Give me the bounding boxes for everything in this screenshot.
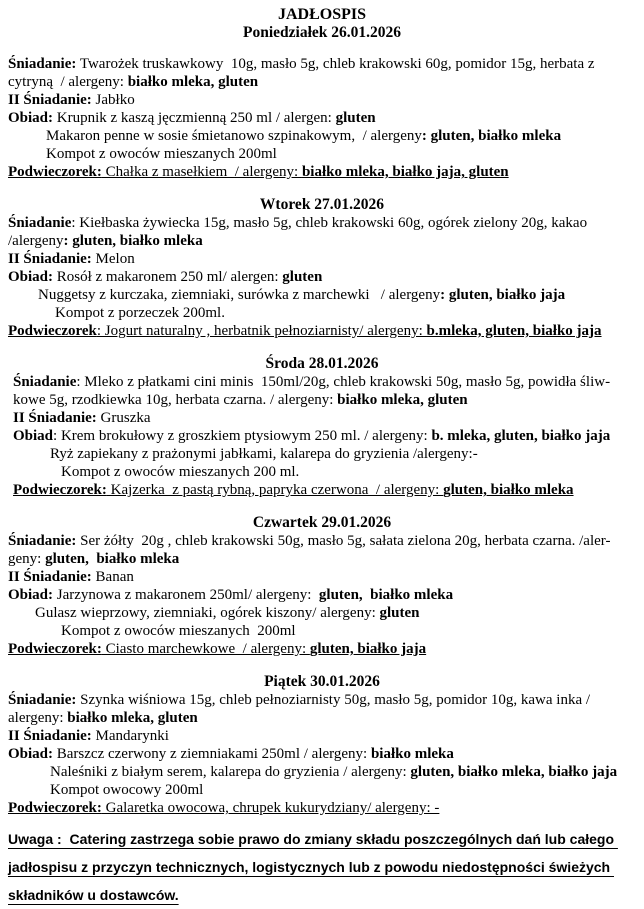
text-run-bold: białko mleka, białko jaja, gluten (301, 164, 509, 180)
text-run: cytryną / alergeny: (8, 74, 128, 90)
text-run: kowe 5g, rzodkiewka 10g, herbata czarna. / alergeny: (13, 392, 338, 408)
text-run: Krupnik z kaszą jęczmienną 250 ml / alergen: (53, 110, 336, 126)
text-run-bold: Podwieczorek: (8, 800, 102, 816)
menu-line-obiad-2 (8, 445, 636, 463)
menu-line-podwieczorek (8, 481, 636, 499)
text-run-bold: Obiad: (8, 269, 54, 285)
text-run-bold: Podwieczorek (8, 323, 97, 339)
notice-line: składników u dostawców. (8, 887, 179, 903)
text-run: Banan (91, 569, 134, 585)
menu-line-obiad-2 (8, 127, 636, 145)
menu-line-podwieczorek (8, 163, 636, 181)
text-run: Melon (91, 251, 135, 267)
menu-line-sniadanie-1 (8, 55, 636, 73)
menu-line-obiad-2 (8, 286, 636, 304)
menu-line-sniadanie-2 (8, 550, 636, 568)
text-run-bold: gluten (335, 110, 376, 126)
menu-line-obiad-1 (8, 745, 636, 763)
text-run-bold: Obiad: (8, 587, 54, 603)
text-run-bold: Obiad: (8, 110, 54, 126)
menu-line-sniadanie-2 (8, 709, 636, 727)
text-run: Kompot z owoców mieszanych 200ml (61, 623, 296, 639)
text-run-bold: Podwieczorek: (8, 164, 102, 180)
text-run-bold: gluten, białko jaja (309, 641, 427, 657)
day-header-wtorek: Wtorek 27.01.2026 (259, 196, 385, 213)
menu-line-sniadanie-2 (8, 73, 636, 91)
menu-line-sniadanie-1 (8, 373, 636, 391)
text-run-bold: gluten (379, 605, 420, 621)
text-run: Kompot z porzeczek 200ml. (55, 305, 225, 321)
text-run: : Mleko z płatkami cini minis 150ml/20g, chleb krakowski 50g, masło 5g, powidła śliw- (76, 374, 611, 390)
menu-line-sniadanie-1 (8, 214, 636, 232)
day-header-piatek: Piątek 30.01.2026 (264, 673, 380, 690)
text-run-bold: gluten, białko mleka (443, 482, 574, 498)
day-section-sroda (8, 355, 636, 499)
day-section-poniedzialek (8, 24, 636, 181)
text-run-bold: b. mleka, gluten, białko jaja (431, 428, 611, 444)
menu-line-sniadanie-2 (8, 391, 636, 409)
menu-line-obiad-1 (8, 109, 636, 127)
menu-line-obiad-1 (8, 586, 636, 604)
menu-line-obiad-2 (8, 604, 636, 622)
text-run: /alergeny (8, 233, 64, 249)
text-run: Rosół z makaronem 250 ml/ alergen: (53, 269, 283, 285)
text-run-bold: Podwieczorek: (8, 641, 102, 657)
text-run-bold: Podwieczorek: (13, 482, 107, 498)
text-run: Nuggetsy z kurczaka, ziemniaki, surówka z marchewki / alergeny (38, 287, 441, 303)
menu-line-podwieczorek (8, 640, 636, 658)
menu-line-obiad-1 (8, 268, 636, 286)
text-run: Ciasto marchewkowe / alergeny: (101, 641, 310, 657)
menu-line-obiad-2 (8, 763, 636, 781)
text-run: Jarzynowa z makaronem 250ml/ alergeny: (53, 587, 319, 603)
menu-line-obiad-3 (8, 304, 636, 322)
menu-line-sniadanie-2 (8, 232, 636, 250)
text-run-bold: białko mleka, gluten (127, 74, 259, 90)
menu-line-sniadanie-1 (8, 532, 636, 550)
menu-line-ii-sniadanie (8, 91, 636, 109)
text-run-bold: II Śniadanie: (8, 728, 92, 744)
text-run-bold: : gluten, białko jaja (440, 287, 566, 303)
text-run-bold: II Śniadanie: (8, 251, 92, 267)
text-run-bold: II Śniadanie: (8, 92, 92, 108)
text-run: Jabłko (91, 92, 135, 108)
text-run-bold: gluten, białko mleka (318, 587, 454, 603)
day-header-czwartek: Czwartek 29.01.2026 (252, 514, 392, 531)
text-run: Galaretka owocowa, chrupek kukurydziany/ alergeny: - (101, 800, 440, 816)
text-run: Szynka wiśniowa 15g, chleb pełnoziarnisty 50g, masło 5g, pomidor 10g, kawa inka / (76, 692, 591, 708)
text-run: Kajzerka z pastą rybną, papryka czerwona / alergeny: (106, 482, 444, 498)
menu-line-obiad-1 (8, 427, 636, 445)
text-run: : Jogurt naturalny , herbatnik pełnoziarnisty/ alergeny: (96, 323, 427, 339)
menu-line-obiad-3 (8, 622, 636, 640)
text-run: Mandarynki (91, 728, 169, 744)
menu-line-obiad-3 (8, 781, 636, 799)
menu-line-ii-sniadanie (8, 568, 636, 586)
text-run: Naleśniki z białym serem, kalarepa do gryzienia / alergeny: (50, 764, 411, 780)
text-run-bold: II Śniadanie: (8, 569, 92, 585)
day-section-czwartek (8, 514, 636, 658)
menu-line-podwieczorek (8, 322, 636, 340)
menu-line-obiad-3 (8, 463, 636, 481)
text-run: Gruszka (96, 410, 151, 426)
text-run-bold: Śniadanie: (8, 692, 77, 708)
text-run-bold: Śniadanie (13, 374, 77, 390)
day-section-piatek (8, 673, 636, 817)
page-title: JADŁOSPIS (277, 6, 367, 23)
text-run-bold: Śniadanie: (8, 56, 77, 72)
menu-line-sniadanie-1 (8, 691, 636, 709)
text-run-bold: : gluten, białko mleka (63, 233, 203, 249)
text-run-bold: Obiad: (8, 746, 54, 762)
text-run: Twarożek truskawkowy 10g, masło 5g, chleb krakowski 60g, pomidor 15g, herbata z (76, 56, 595, 72)
menu-line-ii-sniadanie (8, 409, 636, 427)
text-run: : Krem brokułowy z groszkiem ptysiowym 250 ml. / alergeny: (53, 428, 432, 444)
text-run: Ryż zapiekany z prażonymi jabłkami, kalarepa do gryzienia /alergeny:- (50, 446, 478, 462)
text-run-bold: Obiad (13, 428, 54, 444)
text-run: Kompot z owoców mieszanych 200ml (46, 146, 277, 162)
text-run: : Kiełbaska żywiecka 15g, masło 5g, chleb krakowski 60g, ogórek zielony 20g, kakao (71, 215, 588, 231)
day-section-wtorek (8, 196, 636, 340)
text-run-bold: Śniadanie (8, 215, 72, 231)
text-run: Kompot z owoców mieszanych 200 ml. (61, 464, 300, 480)
menu-line-ii-sniadanie (8, 250, 636, 268)
text-run-bold: białko mleka, gluten (337, 392, 468, 408)
text-run-bold: : gluten, białko mleka (421, 128, 562, 144)
day-sections-container (8, 24, 636, 817)
notice-line: Uwaga : Catering zastrzega sobie prawo do zmiany składu poszczególnych dań lub całego (8, 831, 618, 847)
text-run: Kompot owocowy 200ml (50, 782, 204, 798)
notice-line: jadłospisu z przyczyn technicznych, logistycznych lub z powodu niedostępności świeżych (8, 859, 614, 875)
text-run-bold: białko mleka, gluten (67, 710, 198, 726)
text-run-bold: Śniadanie: (8, 533, 77, 549)
menu-line-ii-sniadanie (8, 727, 636, 745)
text-run: Barszcz czerwony z ziemniakami 250ml / alergeny: (53, 746, 371, 762)
text-run: geny: (8, 551, 46, 567)
text-run-bold: gluten, białko mleka, białko jaja (410, 764, 618, 780)
text-run-bold: gluten (282, 269, 323, 285)
text-run: Ser żółty 20g , chleb krakowski 50g, masło 5g, sałata zielona 20g, herbata czarna. /aler- (76, 533, 611, 549)
text-run-bold: gluten, białko mleka (45, 551, 180, 567)
text-run: alergeny: (8, 710, 68, 726)
text-run-bold: II Śniadanie: (13, 410, 97, 426)
text-run-bold: białko mleka (370, 746, 454, 762)
catering-notice (8, 825, 636, 909)
day-header-poniedzialek: Poniedziałek 26.01.2026 (242, 24, 401, 41)
text-run: Chałka z masełkiem / alergeny: (101, 164, 302, 180)
day-header-sroda: Środa 28.01.2026 (265, 355, 379, 372)
text-run: Gulasz wieprzowy, ziemniaki, ogórek kiszony/ alergeny: (35, 605, 380, 621)
text-run-bold: b.mleka, gluten, białko jaja (426, 323, 602, 339)
text-run: Makaron penne w sosie śmietanowo szpinakowym, / alergeny (46, 128, 422, 144)
menu-line-podwieczorek (8, 799, 636, 817)
menu-line-obiad-3 (8, 145, 636, 163)
